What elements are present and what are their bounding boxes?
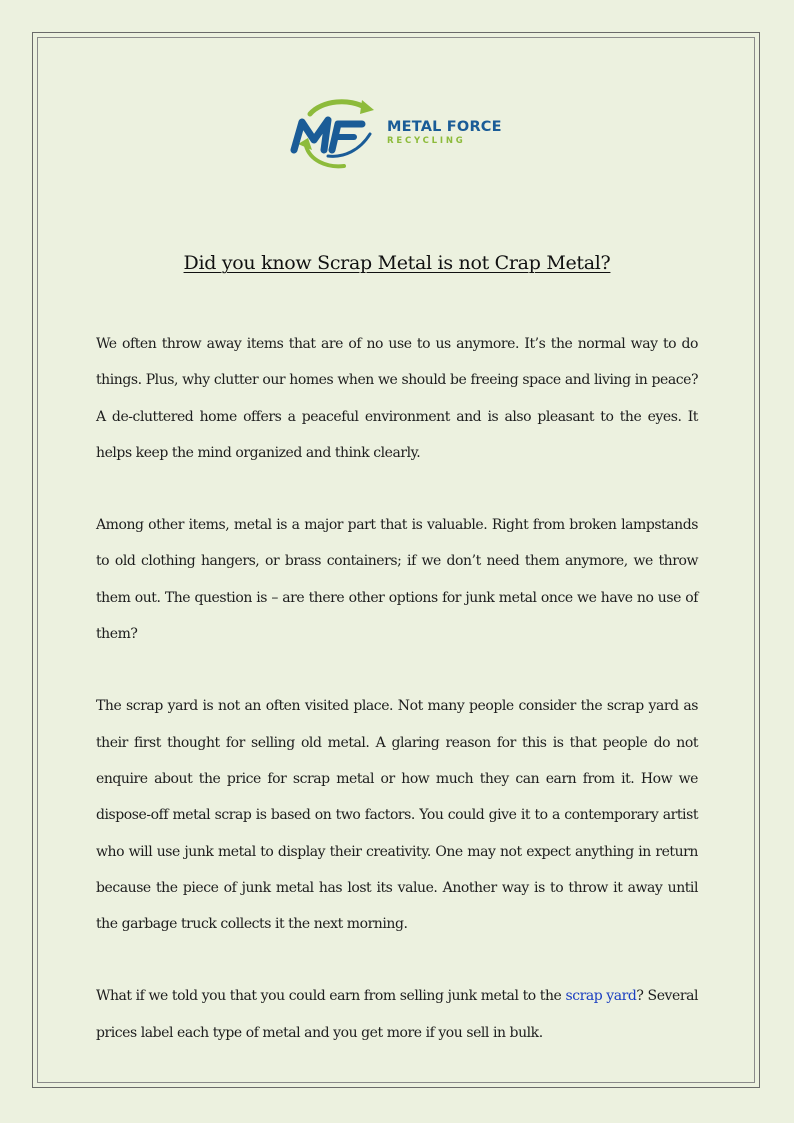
metal-force-logo <box>288 94 508 176</box>
article-body <box>96 326 698 1087</box>
paragraph-4-text-end: ? Several prices label each type of metal and you get more if you sell in bulk. <box>96 988 698 1041</box>
logo-subtitle: RECYCLING <box>387 135 466 146</box>
paragraph-1: We often throw away items that are of no use to us anymore. It’s the normal way to do things. Plus, why clutter our homes when we should be freeing space and living in peace? A de-cluttered home offers a peaceful environment and is also pleasant to the eyes. It helps keep the mind organized and think clearly. <box>96 336 698 461</box>
mf-logo-mark-icon <box>288 94 386 176</box>
page-title: Did you know Scrap Metal is not Crap Metal? <box>183 252 611 274</box>
paragraph-2: Among other items, metal is a major part that is valuable. Right from broken lampstands to old clothing hangers, or brass containers; if we don’t need them anymore, we throw them out. The question is – are there other options for junk metal once we have no use of them? <box>96 517 698 643</box>
paragraph-4-text-start: What if we told you that you could earn from selling junk metal to the <box>96 988 566 1005</box>
scrap-yard-link[interactable]: scrap yard <box>565 988 637 1005</box>
paragraph-3: The scrap yard is not an often visited place. Not many people consider the scrap yard as their first thought for selling old metal. A glaring reason for this is that people do not enquire about the price for scrap metal or how much they can earn from it. How we dispose-off metal scrap is based on two factors. You could give it to a contemporary artist who will use junk metal to display their creativity. One may not expect anything in return because the piece of junk metal has lost its value. Another way is to throw it away until the garbage truck collects it the next morning. <box>96 698 698 933</box>
paragraph-4 <box>96 978 698 1051</box>
logo-title: METAL FORCE <box>387 119 502 135</box>
